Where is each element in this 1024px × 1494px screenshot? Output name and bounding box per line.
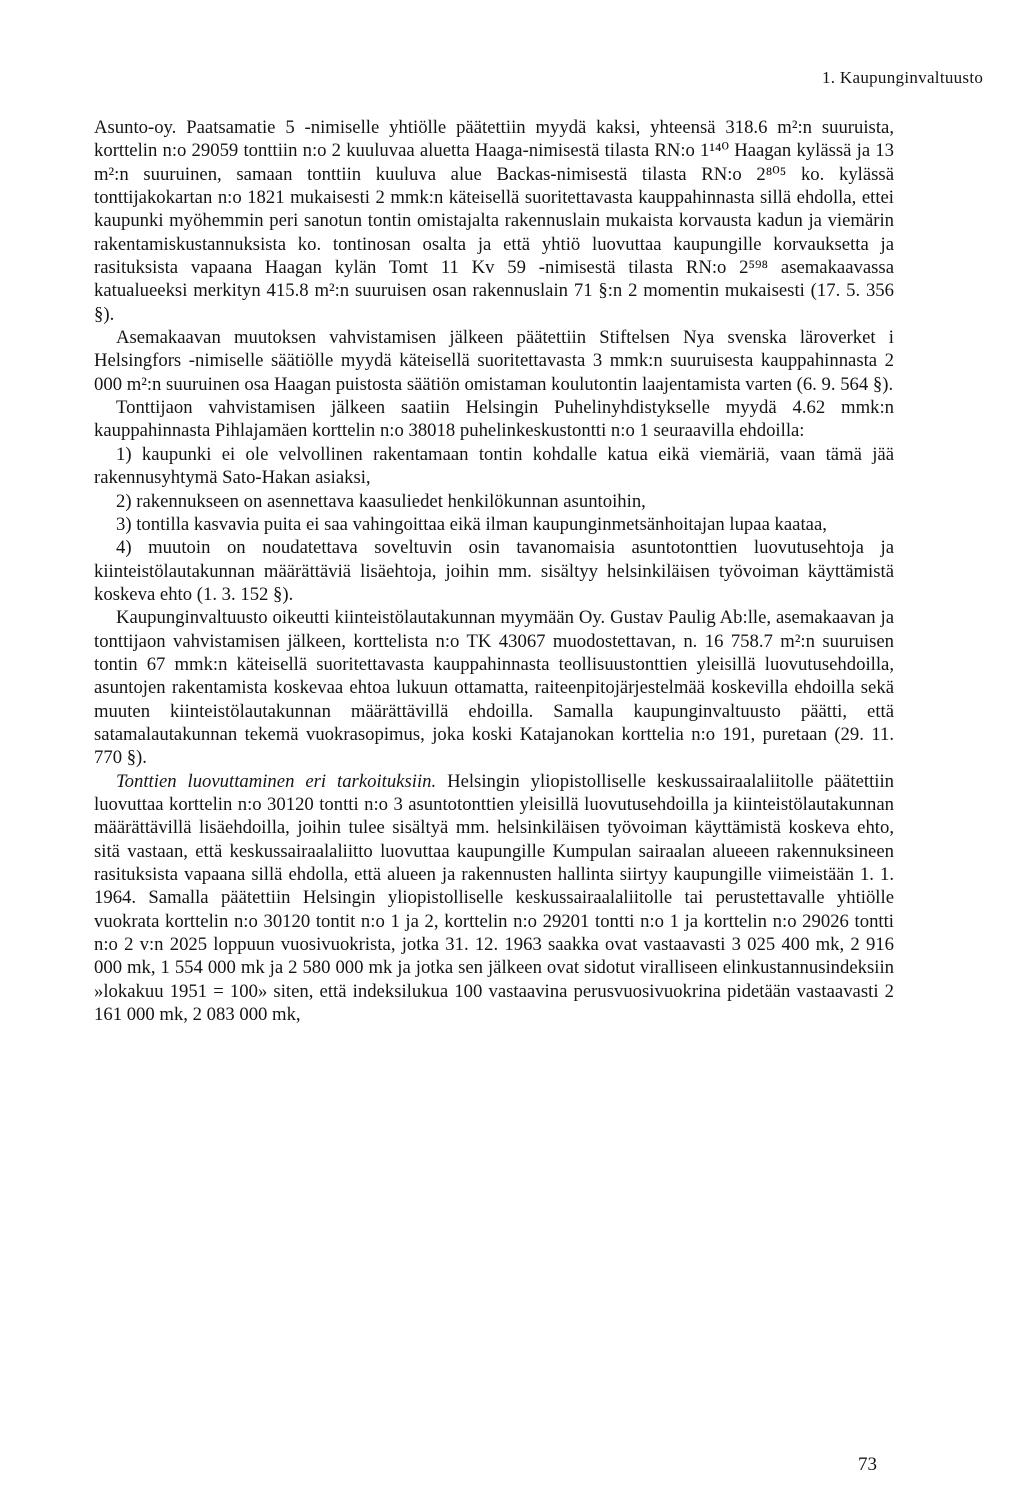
running-header: 1. Kaupunginvaltuusto xyxy=(822,68,984,87)
condition-item-2: 2) rakennukseen on asennettava kaasuliedet henkilökunnan asuntoihin, xyxy=(116,490,646,512)
paragraph-luovuttaminen xyxy=(94,770,894,1027)
paragraph-luovuttaminen-text: Helsingin yliopistolliselle keskussairaalaliitolle päätettiin luovuttaa korttelin n:o 30120 tontti n:o 3 asuntotonttien yleisillä luovutusehdoilla ja kiinteistölautakunnan määrättävillä lisäehdoilla, joihin tulee sisältyä mm. helsinkiläisen työvoiman käyttämistä koskeva ehto, sitä vastaan, että keskussairaalaliitto luovuttaa kaupungille Kumpulan sairaalan alueeen rakennuksineen rasituksista vapaana sillä ehdolla, että alueen ja rakennusten hallinta siirtyy kaupungille viimeistään 1. 1. 1964. Samalla päätettiin Helsingin yliopistolliselle keskussairaalaliitolle tai perustettavalle yhtiölle vuokrata korttelin n:o 30120 tontit n:o 1 ja 2, korttelin n:o 29201 tontti n:o 1 ja korttelin n:o 29026 tontti n:o 2 v:n 2025 loppuun vuosivuokrista, jotka 31. 12. 1963 saakka ovat vastaavasti 3 025 400 mk, 2 916 000 mk, 1 554 000 mk ja 2 580 000 mk ja jotka sen jälkeen ovat sidotut viralliseen elinkustannusindeksiin »lokakuu 1951 = 100» siten, että indeksilukua 100 vastaavina perusvuosivuokrina pidetään vastaavasti 2 161 000 mk, 2 083 000 mk, xyxy=(94,770,894,1026)
paragraph-stiftelsen: Asemakaavan muutoksen vahvistamisen jälkeen päätettiin Stiftelsen Nya svenska läroverket i Helsingfors -nimiselle säätiölle myydä käteisellä suoritettavasta 3 mmk:n suuruisesta kauppahinnasta 2 000 m²:n suuruinen osa Haagan puistosta säätiön omistaman koulutontin laajentamista varten (6. 9. 564 §). xyxy=(94,327,894,395)
condition-item-4: 4) muutoin on noudatettava soveltuvin osin tavanomaisia asuntotonttien luovutusehtoja ja kiinteistölautakunnan määrättäviä lisäehtoja, joihin mm. sisältyy helsinkiläisen työvoiman käyttämistä koskeva ehto (1. 3. 152 §). xyxy=(94,537,894,605)
condition-item-1: 1) kaupunki ei ole velvollinen rakentamaan tontin kohdalle katua eikä viemäriä, vaan tämä jää rakennusyhtymä Sato-Hakan asiaksi, xyxy=(94,443,894,489)
condition-item-3: 3) tontilla kasvavia puita ei saa vahingoittaa eikä ilman kaupunginmetsänhoitajan lupaa kaataa, xyxy=(116,513,827,535)
paragraph-puhelinyhdistys: Tonttijaon vahvistamisen jälkeen saatiin Helsingin Puhelinyhdistykselle myydä 4.62 mmk:n kauppahinnasta Pihlajamäen korttelin n:o 38018 puhelinkeskustontti n:o 1 seuraavilla ehdoilla: xyxy=(94,397,894,442)
paragraph-paulig: Kaupunginvaltuusto oikeutti kiinteistölautakunnan myymään Oy. Gustav Paulig Ab:lle, asemakaavan ja tonttijaon vahvistamisen jälkeen, korttelista n:o TK 43067 muodostettavan, n. 16 758.7 m²:n suuruisen tontin 67 mmk:n käteisellä suoritettavasta kauppahinnasta teollisuustonttien yleisillä luovutusehdoilla, asuntojen rakentamista koskevaa ehtoa lukuun ottamatta, raiteenpitojärjestelmää koskevilla ehdoilla sekä muuten kiinteistölautakunnan määrättävillä ehdoilla. Samalla kaupunginvaltuusto päätti, että satamalautakunnan tekemä vuokrasopimus, joka koski Katajanokan korttelia n:o 191, puretaan (29. 11. 770 §). xyxy=(94,607,894,769)
section-heading: Tonttien luovuttaminen eri tarkoituksiin. xyxy=(116,770,437,792)
paragraph-asunto-oy: Asunto-oy. Paatsamatie 5 -nimiselle yhtiölle päätettiin myydä kaksi, yhteensä 318.6 m²:n suuruista, korttelin n:o 29059 tonttiin n:o 2 kuuluvaa aluetta Haaga-nimisestä tilasta RN:o 1¹⁴⁰ Haagan kylässä ja 13 m²:n suuruinen, samaan tonttiin kuuluva alue Backas-nimisestä tilasta RN:o 2⁸⁰⁵ ko. kylässä tonttijakokartan n:o 1821 mukaisesti 2 mmk:n käteisellä suoritettavasta kauppahinnasta sillä ehdolla, ettei kaupunki myöhemmin peri sanotun tontin omistajalta rakennuslain mukaista korvausta kadun ja viemärin rakentamiskustannuksista ko. tontinosan osalta ja että yhtiö luovuttaa kaupungille korvauksetta ja rasituksista vapaana Haagan kylän Tomt 11 Kv 59 -nimisestä tilasta RN:o 2⁵⁹⁸ asemakaavassa katualueeksi merkityn 415.8 m²:n suuruisen osan rakennuslain 71 §:n 2 momentin mukaisesti (17. 5. 356 §). xyxy=(94,117,894,325)
page-number: 73 xyxy=(858,1454,877,1475)
document-body xyxy=(94,116,894,1026)
